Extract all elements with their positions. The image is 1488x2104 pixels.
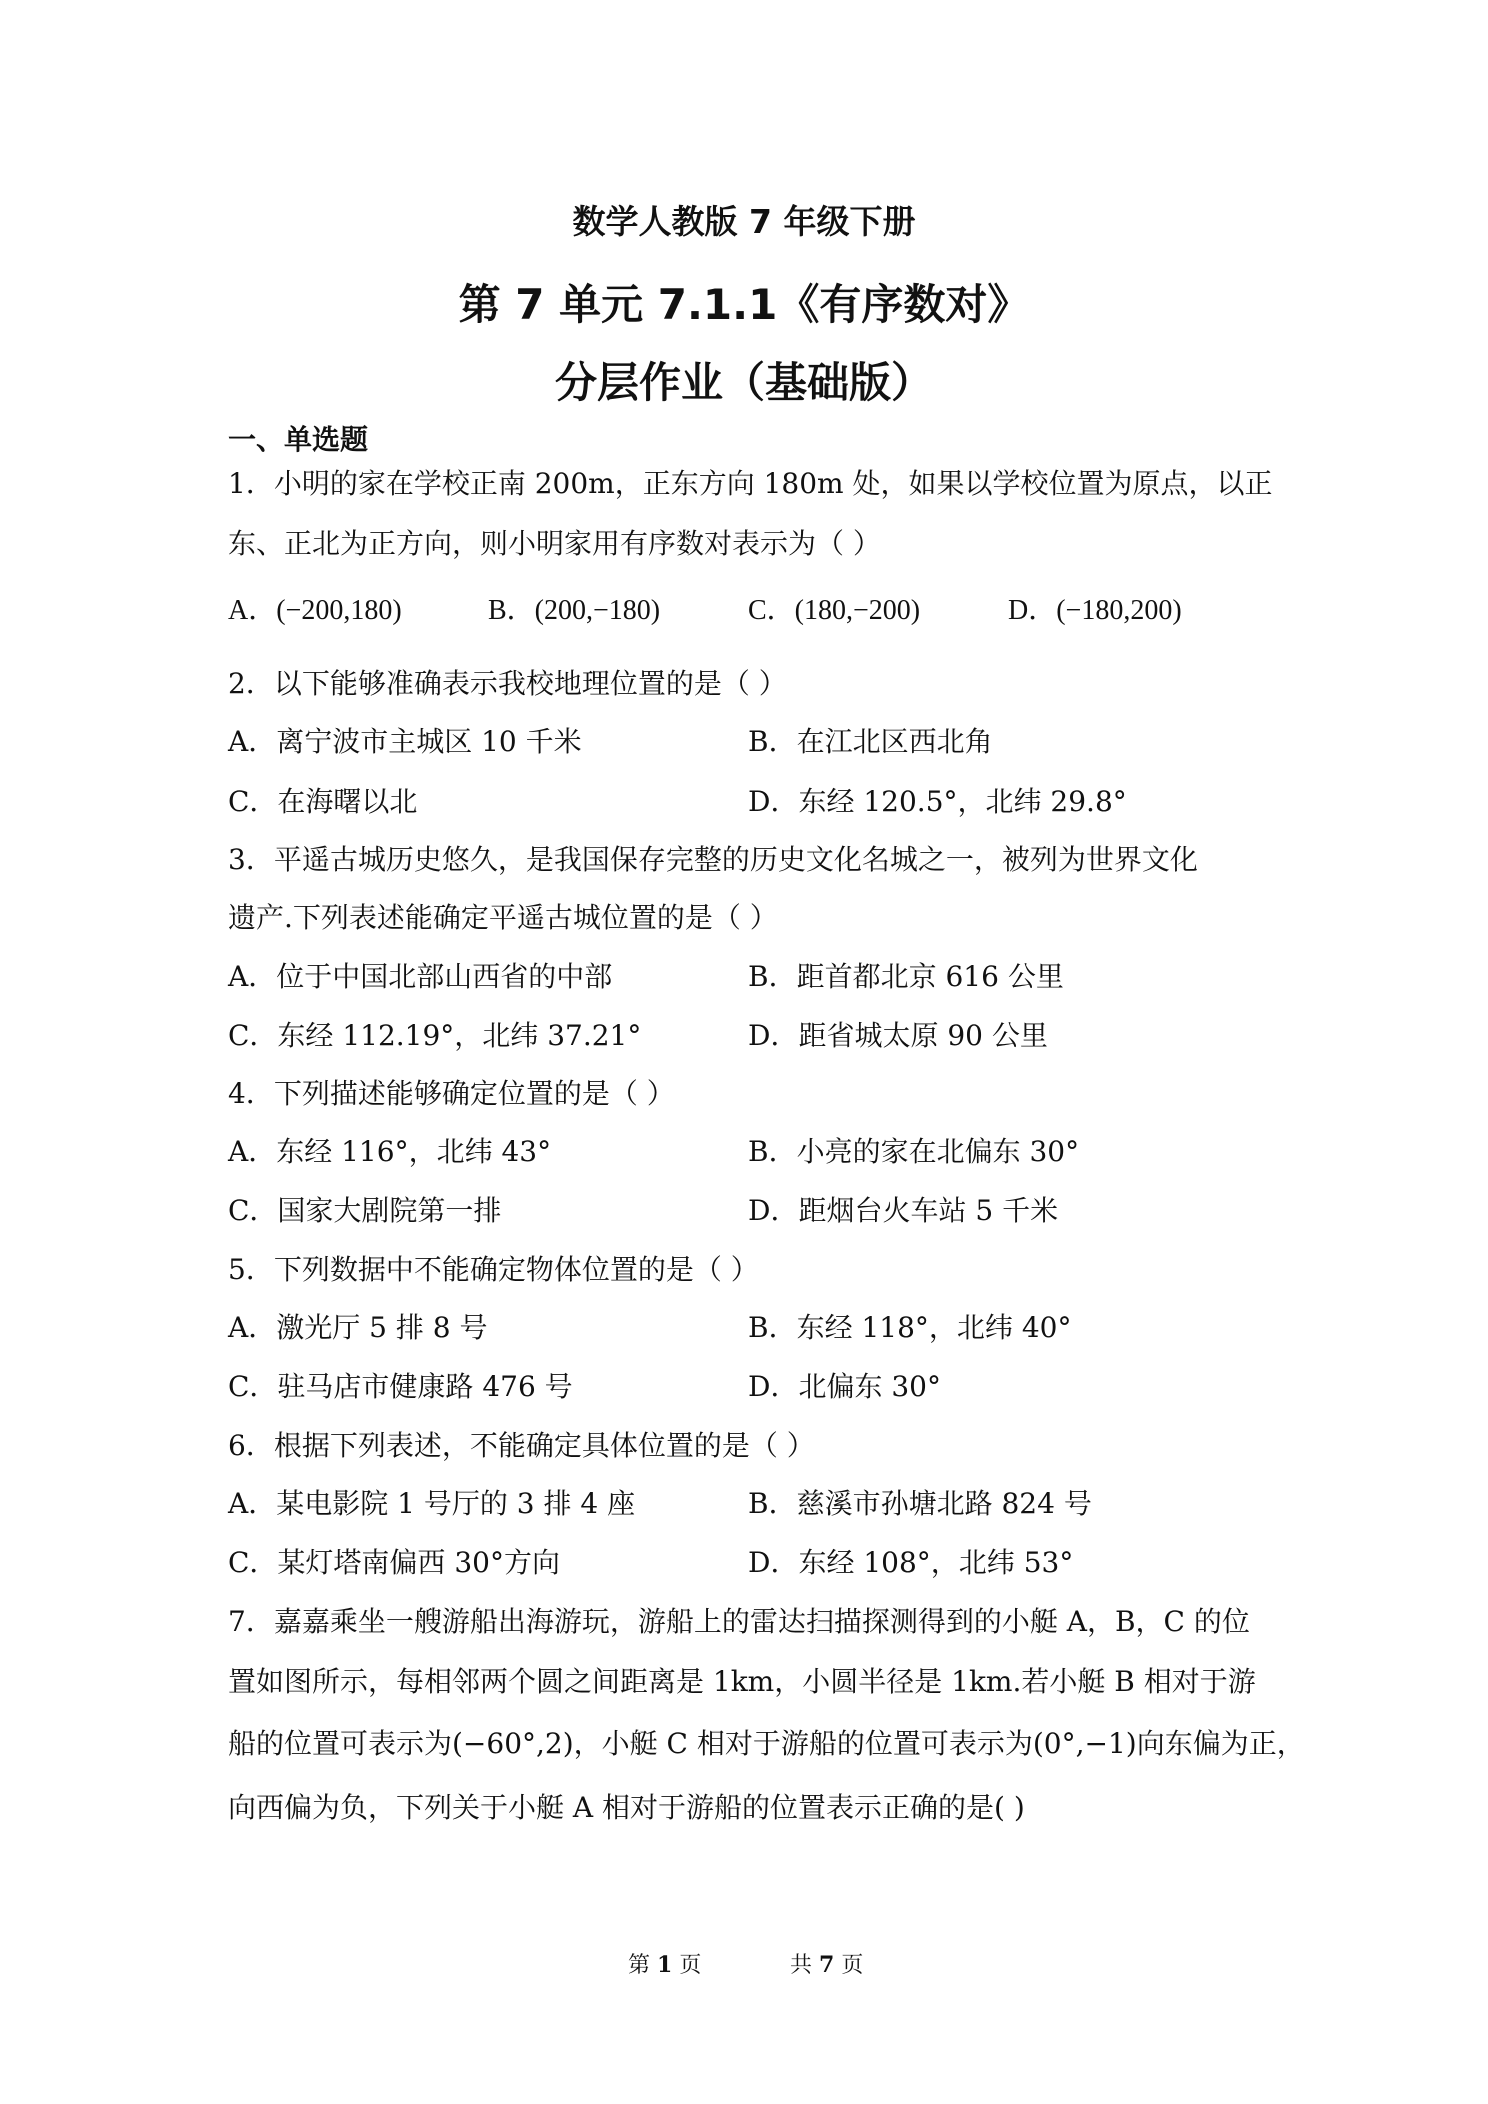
doc-type-title: 分层作业（基础版） bbox=[554, 358, 933, 407]
question-7-line-1: 7．嘉嘉乘坐一艘游船出海游玩，游船上的雷达扫描探测得到的小艇 A，B，C 的位 bbox=[228, 1605, 1250, 1638]
footer-total-suffix: 页 bbox=[841, 1953, 864, 1978]
question-6-line-1: 6．根据下列表述，不能确定具体位置的是（ ） bbox=[228, 1429, 815, 1462]
question-7-line-4: 向西偏为负，下列关于小艇 A 相对于游船的位置表示正确的是( ) bbox=[228, 1791, 1025, 1824]
question-2-option-a: A．离宁波市主城区 10 千米 bbox=[228, 725, 582, 758]
question-5-option-c: C．驻马店市健康路 476 号 bbox=[228, 1370, 573, 1403]
question-2-option-c: C．在海曙以北 bbox=[228, 785, 418, 818]
footer-total-prefix: 共 bbox=[790, 1953, 813, 1978]
question-3-option-b: B．距首都北京 616 公里 bbox=[748, 960, 1064, 993]
question-1-option-c: C．(180,−200) bbox=[748, 595, 921, 626]
footer-total-number: 7 bbox=[819, 1952, 835, 1978]
question-4-option-a: A．东经 116°，北纬 43° bbox=[228, 1135, 552, 1168]
section-heading: 一、单选题 bbox=[228, 423, 369, 456]
question-1-option-a: A．(−200,180) bbox=[228, 595, 402, 626]
footer-page-suffix: 页 bbox=[679, 1953, 702, 1978]
question-3-line-1: 3．平遥古城历史悠久，是我国保存完整的历史文化名城之一，被列为世界文化 bbox=[228, 843, 1198, 876]
question-2-line-1: 2．以下能够准确表示我校地理位置的是（ ） bbox=[228, 667, 787, 700]
question-2-option-d: D．东经 120.5°，北纬 29.8° bbox=[748, 785, 1127, 818]
question-4-line-1: 4．下列描述能够确定位置的是（ ） bbox=[228, 1077, 675, 1110]
question-1-option-b: B．(200,−180) bbox=[488, 595, 661, 626]
page-footer-total bbox=[790, 1948, 863, 1979]
doc-subject-title: 数学人教版 7 年级下册 bbox=[572, 202, 916, 241]
question-5-option-b: B．东经 118°，北纬 40° bbox=[748, 1311, 1072, 1344]
question-7-line-2: 置如图所示，每相邻两个圆之间距离是 1km，小圆半径是 1km.若小艇 B 相对于游 bbox=[228, 1665, 1256, 1698]
question-3-option-d: D．距省城太原 90 公里 bbox=[748, 1019, 1048, 1052]
question-3-option-c: C．东经 112.19°，北纬 37.21° bbox=[228, 1019, 642, 1052]
question-5-option-d: D．北偏东 30° bbox=[748, 1370, 941, 1403]
question-7-line-3: 船的位置可表示为(−60°,2)，小艇 C 相对于游船的位置可表示为(0°,−1)向东偏为正， bbox=[228, 1727, 1305, 1760]
question-4-option-c: C．国家大剧院第一排 bbox=[228, 1194, 502, 1227]
page-footer-current bbox=[628, 1948, 701, 1979]
question-1-line-1: 1．小明的家在学校正南 200m，正东方向 180m 处，如果以学校位置为原点，以正 bbox=[228, 467, 1273, 500]
question-4-option-d: D．距烟台火车站 5 千米 bbox=[748, 1194, 1059, 1227]
question-2-option-b: B．在江北区西北角 bbox=[748, 725, 993, 758]
question-6-option-b: B．慈溪市孙塘北路 824 号 bbox=[748, 1487, 1092, 1520]
question-1-option-d: D．(−180,200) bbox=[1008, 595, 1182, 626]
question-6-option-c: C．某灯塔南偏西 30°方向 bbox=[228, 1546, 560, 1579]
doc-unit-title: 第 7 单元 7.1.1《有序数对》 bbox=[458, 280, 1030, 329]
footer-prefix: 第 bbox=[628, 1953, 651, 1978]
question-5-line-1: 5．下列数据中不能确定物体位置的是（ ） bbox=[228, 1253, 759, 1286]
question-1-line-2: 东、正北为正方向，则小明家用有序数对表示为（ ） bbox=[228, 527, 881, 560]
question-5-option-a: A．激光厅 5 排 8 号 bbox=[228, 1311, 488, 1344]
question-3-option-a: A．位于中国北部山西省的中部 bbox=[228, 960, 613, 993]
question-3-line-2: 遗产.下列表述能确定平遥古城位置的是（ ） bbox=[228, 901, 778, 934]
question-4-option-b: B．小亮的家在北偏东 30° bbox=[748, 1135, 1080, 1168]
question-6-option-d: D．东经 108°，北纬 53° bbox=[748, 1546, 1074, 1579]
footer-page-number: 1 bbox=[657, 1952, 673, 1978]
question-6-option-a: A．某电影院 1 号厅的 3 排 4 座 bbox=[228, 1487, 636, 1520]
